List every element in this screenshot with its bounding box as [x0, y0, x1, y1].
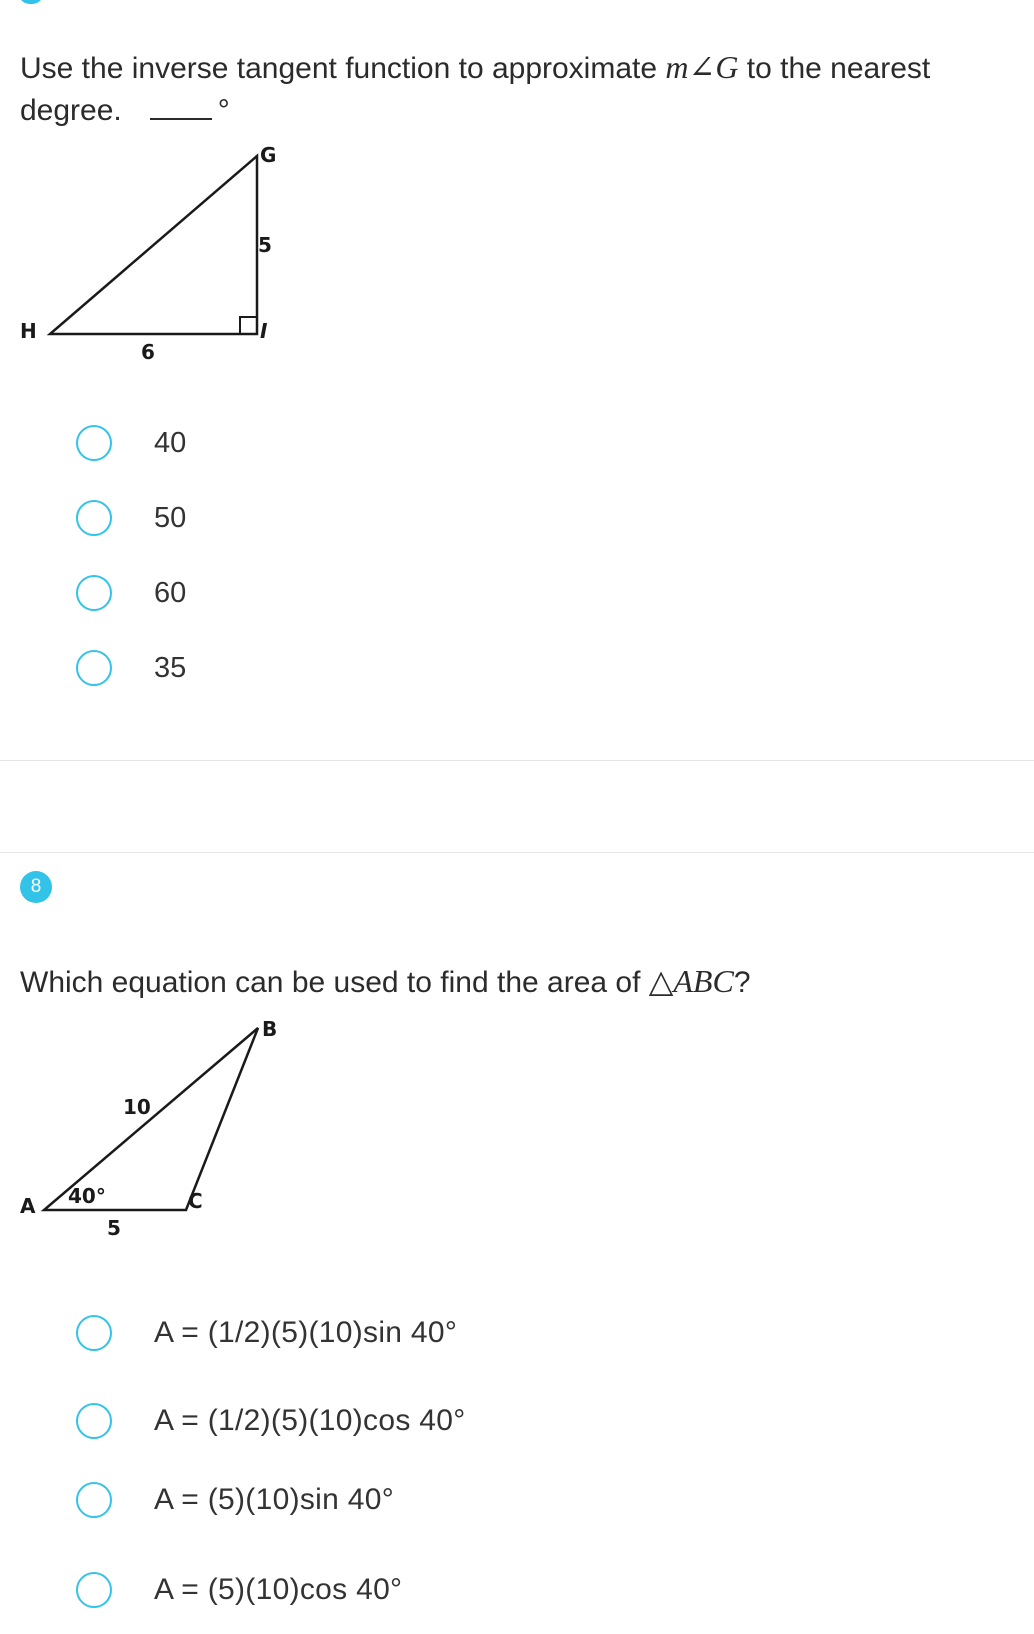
question-8-prompt — [20, 960, 1020, 1004]
vertex-a-label: A — [20, 1194, 36, 1218]
side-gi-length: 5 — [258, 233, 272, 257]
radio-button[interactable] — [76, 575, 112, 611]
radio-button[interactable] — [76, 650, 112, 686]
q7-option-2[interactable] — [76, 495, 186, 541]
q8-prompt-start: Which equation can be used to find the area of — [20, 966, 649, 999]
vertex-b-label: B — [262, 1017, 278, 1041]
option-label: A = (1/2)(5)(10)cos 40° — [154, 1404, 466, 1437]
triangle-abc — [44, 1028, 258, 1210]
radio-button[interactable] — [76, 1572, 112, 1608]
q7-option-1[interactable] — [76, 420, 186, 466]
q7-angle-expression: m∠G — [665, 49, 739, 85]
option-label: A = (5)(10)sin 40° — [154, 1483, 395, 1516]
radio-button[interactable] — [76, 500, 112, 536]
q8-prompt-end: ? — [733, 966, 751, 999]
radio-button[interactable] — [76, 425, 112, 461]
option-label: 40 — [154, 426, 187, 459]
divider — [0, 760, 1034, 761]
q8-option-2[interactable] — [76, 1398, 466, 1444]
option-label: A = (1/2)(5)(10)sin 40° — [154, 1316, 458, 1349]
radio-button[interactable] — [76, 1482, 112, 1518]
q8-option-4[interactable] — [76, 1567, 402, 1613]
radio-button[interactable] — [76, 1315, 112, 1351]
triangle-ghi — [50, 156, 257, 334]
q8-option-1[interactable] — [76, 1310, 457, 1356]
vertex-h-label: H — [20, 319, 37, 343]
option-label: 60 — [154, 576, 187, 609]
right-triangle-ghi-diagram — [0, 0, 1034, 400]
degree-symbol: ° — [217, 94, 230, 127]
option-label: 50 — [154, 501, 187, 534]
q7-option-4[interactable] — [76, 645, 186, 691]
side-ab-length: 10 — [123, 1095, 151, 1119]
option-label: 35 — [154, 651, 187, 684]
side-hi-length: 6 — [141, 340, 155, 364]
question-number-badge: 8 — [20, 871, 52, 903]
radio-button[interactable] — [76, 1403, 112, 1439]
vertex-c-label: C — [188, 1189, 203, 1213]
vertex-g-label: G — [260, 143, 277, 167]
right-angle-marker — [240, 317, 257, 334]
q8-triangle-name: △ABC — [648, 963, 734, 999]
angle-a-measure: 40° — [68, 1184, 106, 1208]
divider — [0, 852, 1034, 853]
q8-option-3[interactable] — [76, 1477, 394, 1523]
q7-option-3[interactable] — [76, 570, 186, 616]
q7-prompt-start: Use the inverse tangent function to approximate — [20, 52, 666, 85]
side-ac-length: 5 — [107, 1216, 121, 1240]
q7-prompt-end: to the nearest degree. — [20, 52, 931, 127]
option-label: A = (5)(10)cos 40° — [154, 1573, 403, 1606]
triangle-abc-diagram — [0, 1000, 1034, 1260]
vertex-i-label: I — [260, 319, 268, 343]
